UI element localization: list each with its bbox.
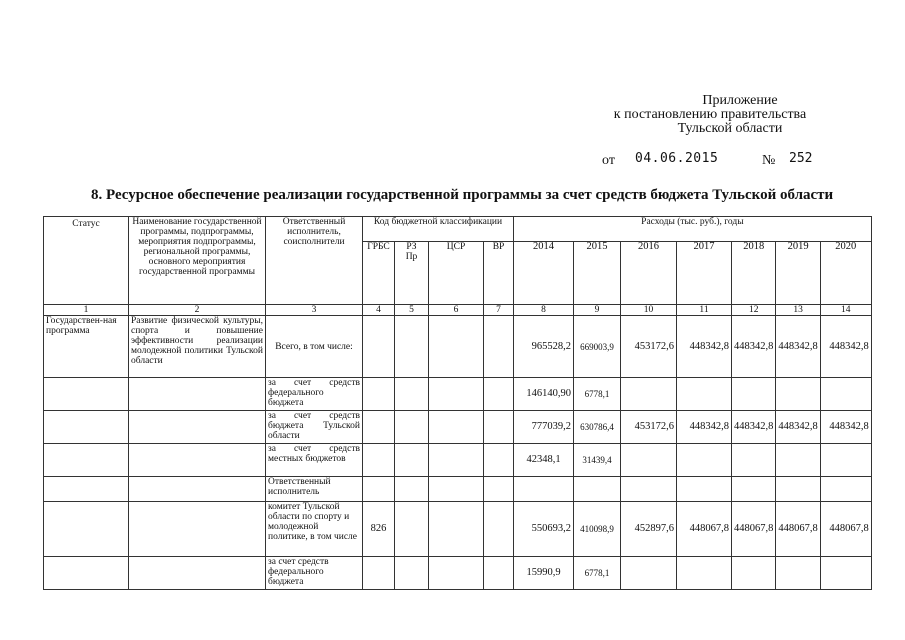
header-year: 2015: [574, 242, 621, 305]
row-value: 448342,8: [677, 411, 732, 444]
row-status: [44, 477, 129, 502]
row-value: 448342,8: [820, 411, 871, 444]
row-csr: [429, 444, 484, 477]
row-status: [44, 411, 129, 444]
row-csr: [429, 477, 484, 502]
row-value: 42348,1: [514, 444, 574, 477]
row-name: [129, 378, 266, 411]
row-value: 146140,90: [514, 378, 574, 411]
row-vr: [484, 444, 514, 477]
row-value: [514, 477, 574, 502]
row-status: [44, 378, 129, 411]
row-value: [677, 477, 732, 502]
row-value: 410098,9: [574, 502, 621, 557]
row-grbs: [363, 557, 395, 590]
row-name: [129, 411, 266, 444]
row-value: 669003,9: [574, 316, 621, 378]
row-value: [732, 557, 776, 590]
row-vr: [484, 502, 514, 557]
table-row: [44, 477, 872, 502]
row-rz-pr: [395, 502, 429, 557]
resource-table: [43, 216, 872, 590]
row-vr: [484, 557, 514, 590]
row-csr: [429, 502, 484, 557]
row-rz-pr: [395, 411, 429, 444]
row-value: [776, 557, 820, 590]
decree-number: 252: [789, 151, 813, 166]
row-executor: Всего, в том числе:: [266, 316, 363, 378]
row-value: [621, 557, 677, 590]
row-csr: [429, 411, 484, 444]
row-value: 777039,2: [514, 411, 574, 444]
row-vr: [484, 378, 514, 411]
row-grbs: [363, 378, 395, 411]
row-value: 448067,8: [732, 502, 776, 557]
row-executor: за счет средств федерального бюджета: [266, 557, 363, 590]
col-number: 2: [129, 305, 266, 316]
row-value: [677, 557, 732, 590]
row-value: [732, 444, 776, 477]
row-status: [44, 444, 129, 477]
row-rz-pr: [395, 557, 429, 590]
row-status: [44, 557, 129, 590]
row-value: 448342,8: [677, 316, 732, 378]
row-value: [677, 378, 732, 411]
row-status: [44, 502, 129, 557]
row-executor: Ответственный исполнитель: [266, 477, 363, 502]
header-year: 2017: [677, 242, 732, 305]
table-row: [44, 444, 872, 477]
row-status: Государствен-ная программа: [44, 316, 129, 378]
row-value: [621, 378, 677, 411]
row-value: [677, 444, 732, 477]
row-name: [129, 477, 266, 502]
table-row: [44, 502, 872, 557]
col-number: 10: [621, 305, 677, 316]
row-value: 965528,2: [514, 316, 574, 378]
row-value: 15990,9: [514, 557, 574, 590]
row-value: [820, 444, 871, 477]
header-row-1: [44, 217, 872, 242]
col-number: 14: [820, 305, 871, 316]
row-rz-pr: [395, 316, 429, 378]
col-number: 3: [266, 305, 363, 316]
row-value: 550693,2: [514, 502, 574, 557]
row-value: [776, 378, 820, 411]
row-value: 448342,8: [732, 316, 776, 378]
row-value: 452897,6: [621, 502, 677, 557]
row-rz-pr: [395, 444, 429, 477]
table-row: [44, 557, 872, 590]
row-name: [129, 557, 266, 590]
row-value: 448342,8: [732, 411, 776, 444]
row-rz-pr: [395, 378, 429, 411]
row-value: [776, 477, 820, 502]
decree-date: 04.06.2015: [635, 151, 719, 166]
row-value: 448067,8: [677, 502, 732, 557]
row-value: 448067,8: [776, 502, 820, 557]
row-csr: [429, 316, 484, 378]
header-name: Наименование государственной программы, подпрограммы, мероприятия подпрограммы, региональной программы, основного мероприятия государственной программы: [129, 217, 266, 305]
row-name: [129, 502, 266, 557]
header-vr: ВР: [484, 242, 514, 305]
row-value: [820, 557, 871, 590]
row-vr: [484, 411, 514, 444]
row-value: [732, 477, 776, 502]
header-executor: Ответственный исполнитель, соисполнители: [266, 217, 363, 305]
header-year: 2014: [514, 242, 574, 305]
header-year: 2020: [820, 242, 871, 305]
row-name: [129, 444, 266, 477]
decree-number-sign: №: [762, 153, 776, 168]
table-row: [44, 411, 872, 444]
row-value: 6778,1: [574, 378, 621, 411]
section-title: 8. Ресурсное обеспечение реализации государственной программы за счет средств бюджета Тульской области: [91, 187, 834, 203]
row-grbs: [363, 411, 395, 444]
row-value: [732, 378, 776, 411]
row-grbs: [363, 316, 395, 378]
col-number: 6: [429, 305, 484, 316]
col-number: 13: [776, 305, 820, 316]
header-rz-pr: [395, 242, 429, 305]
col-number: 12: [732, 305, 776, 316]
row-csr: [429, 378, 484, 411]
row-value: [776, 444, 820, 477]
col-number: 8: [514, 305, 574, 316]
header-budget-code: Код бюджетной классификации: [363, 217, 514, 242]
row-value: 448342,8: [820, 316, 871, 378]
row-vr: [484, 477, 514, 502]
col-number: 9: [574, 305, 621, 316]
row-value: 453172,6: [621, 411, 677, 444]
appendix-decree-ref: к постановлению правительства: [613, 107, 807, 122]
header-pr: Пр: [405, 252, 418, 262]
header-year: 2018: [732, 242, 776, 305]
row-value: 630786,4: [574, 411, 621, 444]
row-value: 453172,6: [621, 316, 677, 378]
table-row: [44, 378, 872, 411]
col-number: 7: [484, 305, 514, 316]
row-grbs: [363, 477, 395, 502]
row-value: [820, 378, 871, 411]
appendix-title: Приложение: [702, 93, 778, 108]
col-number: 11: [677, 305, 732, 316]
header-rz: РЗ: [406, 242, 417, 252]
table-row: [44, 316, 872, 378]
appendix-block: [560, 94, 860, 136]
appendix-region: Тульской области: [677, 121, 783, 136]
row-rz-pr: [395, 477, 429, 502]
row-vr: [484, 316, 514, 378]
row-value: 448342,8: [776, 316, 820, 378]
column-number-row: [44, 305, 872, 316]
row-value: [621, 477, 677, 502]
row-value: 6778,1: [574, 557, 621, 590]
row-value: [820, 477, 871, 502]
row-value: 448342,8: [776, 411, 820, 444]
row-executor: за счет средств федерального бюджета: [266, 378, 363, 411]
header-status: Статус: [44, 217, 129, 305]
row-value: 31439,4: [574, 444, 621, 477]
col-number: 5: [395, 305, 429, 316]
header-expenses: Расходы (тыс. руб.), годы: [514, 217, 872, 242]
row-value: [574, 477, 621, 502]
row-name: Развитие физической культуры, спорта и повышение эффективности реализации молодежной политики Тульской области: [129, 316, 266, 378]
header-grbs: ГРБС: [363, 242, 395, 305]
row-value: 448067,8: [820, 502, 871, 557]
col-number: 1: [44, 305, 129, 316]
header-csr: ЦСР: [429, 242, 484, 305]
row-csr: [429, 557, 484, 590]
row-value: [621, 444, 677, 477]
header-year: 2016: [621, 242, 677, 305]
header-year: 2019: [776, 242, 820, 305]
row-executor: за счет средств бюджета Тульской области: [266, 411, 363, 444]
row-grbs: 826: [363, 502, 395, 557]
row-executor: комитет Тульской области по спорту и молодежной политике, в том числе: [266, 502, 363, 557]
row-grbs: [363, 444, 395, 477]
decree-from-label: от: [602, 153, 615, 168]
col-number: 4: [363, 305, 395, 316]
row-executor: за счет средств местных бюджетов: [266, 444, 363, 477]
